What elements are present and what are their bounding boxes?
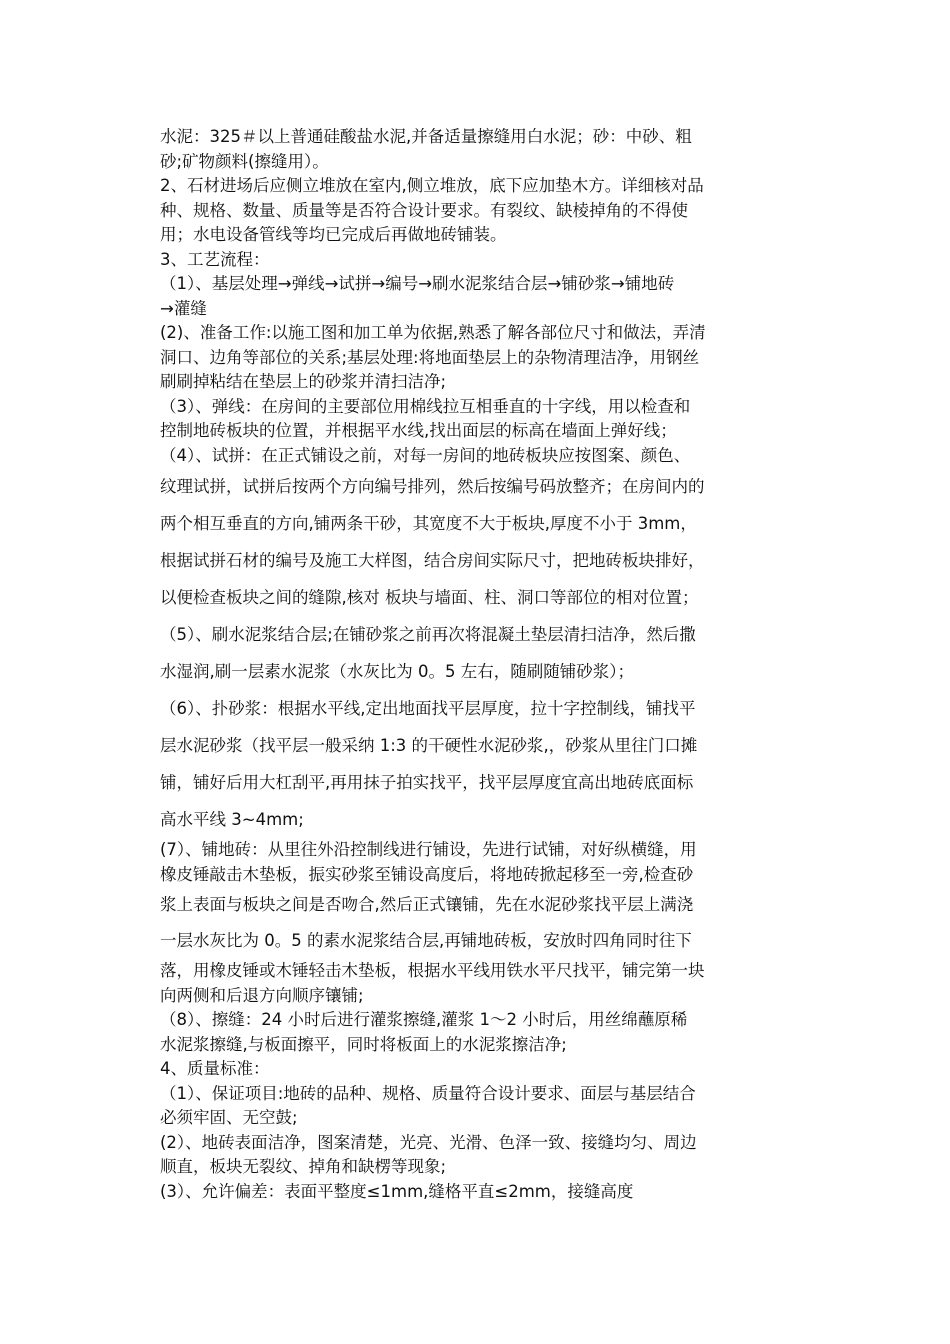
text-line: (3）、允许偏差：表面平整度≤1mm,缝格平直≤2mm，接缝高度 (160, 1181, 634, 1201)
text-line: （4）、试拼：在正式铺设之前，对每一房间的地砖板块应按图案、颜色、 (160, 445, 691, 465)
text-line: (7）、铺地砖：从里往外沿控制线进行铺设，先进行试铺，对好纵横缝，用 (160, 840, 697, 859)
text-line: →灌缝 (160, 298, 207, 318)
text-line: （8）、擦缝：24 小时后进行灌浆擦缝,灌浆 1～2 小时后，用丝绵蘸原稀 (160, 1010, 688, 1029)
text-line: 砂;矿物颜料(擦缝用）。 (160, 151, 329, 171)
text-line: 水泥浆擦缝,与板面擦平，同时将板面上的水泥浆擦洁净; (160, 1034, 567, 1054)
text-line: 用；水电设备管线等均已完成后再做地砖铺装。 (160, 225, 507, 244)
text-line: 层水泥砂浆（找平层一般采纳 1:3 的干硬性水泥砂浆,，砂浆从里往门口摊 (160, 736, 698, 755)
text-line: （6）、扑砂浆：根据水平线,定出地面找平层厚度，拉十字控制线，铺找平 (160, 699, 696, 718)
text-line: 根据试拼石材的编号及施工大样图，结合房间实际尺寸，把地砖板块排好， (160, 551, 705, 570)
text-line: 水泥：325＃以上普通硅酸盐水泥,并备适量擦缝用白水泥；砂：中砂、粗 (160, 127, 692, 146)
text-line: 种、规格、数量、质量等是否符合设计要求。有裂纹、缺棱掉角的不得使 (160, 200, 688, 220)
text-line: 水湿润,刷一层素水泥浆（水灰比为 0。5 左右，随刷随铺砂浆）； (160, 662, 634, 681)
text-line: 高水平线 3~4mm; (160, 810, 304, 829)
text-line: 浆上表面与板块之间是否吻合,然后正式镶铺，先在水泥砂浆找平层上满浇 (160, 895, 694, 914)
text-line: 顺直，板块无裂纹、掉角和缺楞等现象; (160, 1157, 447, 1176)
text-line: 以便检查板块之间的缝隙,核对 板块与墙面、柱、洞口等部位的相对位置； (160, 588, 699, 607)
text-line: 洞口、边角等部位的关系;基层处理:将地面垫层上的杂物清理洁净，用钢丝 (160, 347, 700, 367)
text-line: 一层水灰比为 0。5 的素水泥浆结合层,再铺地砖板，安放时四角同时往下 (160, 931, 692, 950)
text-line: （1）、基层处理→弹线→试拼→编号→刷水泥浆结合层→铺砂浆→铺地砖 (160, 274, 675, 293)
text-line: 两个相互垂直的方向,铺两条干砂，其宽度不大于板块,厚度不小于 3mm， (160, 514, 697, 533)
text-line: 纹理试拼，试拼后按两个方向编号排列，然后按编号码放整齐；在房间内的 (160, 477, 705, 496)
text-line: 必须牢固、无空鼓; (160, 1108, 298, 1127)
text-line: 2、石材进场后应侧立堆放在室内,侧立堆放，底下应加垫木方。详细核对品 (160, 176, 704, 195)
text-line: 控制地砖板块的位置，并根据平水线,找出面层的标高在墙面上弹好线； (160, 421, 677, 440)
text-line: 4、质量标准： (160, 1059, 270, 1078)
text-line: （3）、弹线：在房间的主要部位用棉线拉互相垂直的十字线，用以检查和 (160, 396, 691, 416)
text-line: （1）、保证项目:地砖的品种、规格、质量符合设计要求、面层与基层结合 (160, 1083, 696, 1103)
text-line: 落，用橡皮锤或木锤轻击木垫板，根据水平线用铁水平尺找平，铺完第一块 (160, 961, 705, 980)
text-line: （5）、刷水泥浆结合层;在铺砂浆之前再次将混凝土垫层清扫洁净，然后撒 (160, 625, 696, 644)
text-line: 橡皮锤敲击木垫板，振实砂浆至铺设高度后，将地砖掀起移至一旁,检查砂 (160, 864, 694, 884)
text-line: (2）、地砖表面洁净，图案清楚，光亮、光滑、色泽一致、接缝均匀、周边 (160, 1132, 697, 1152)
text-line: 铺，铺好后用大杠刮平,再用抹子拍实找平，找平层厚度宜高出地砖底面标 (160, 773, 694, 792)
document-body (160, 125, 800, 1204)
text-line: 向两侧和后退方向顺序镶铺; (160, 985, 364, 1005)
text-line: 3、工艺流程： (160, 249, 270, 269)
text-line: 刷刷掉粘结在垫层上的砂浆并清扫洁净; (160, 372, 447, 391)
text-line: (2)、准备工作:以施工图和加工单为依据,熟悉了解各部位尺寸和做法，弄清 (160, 323, 706, 342)
